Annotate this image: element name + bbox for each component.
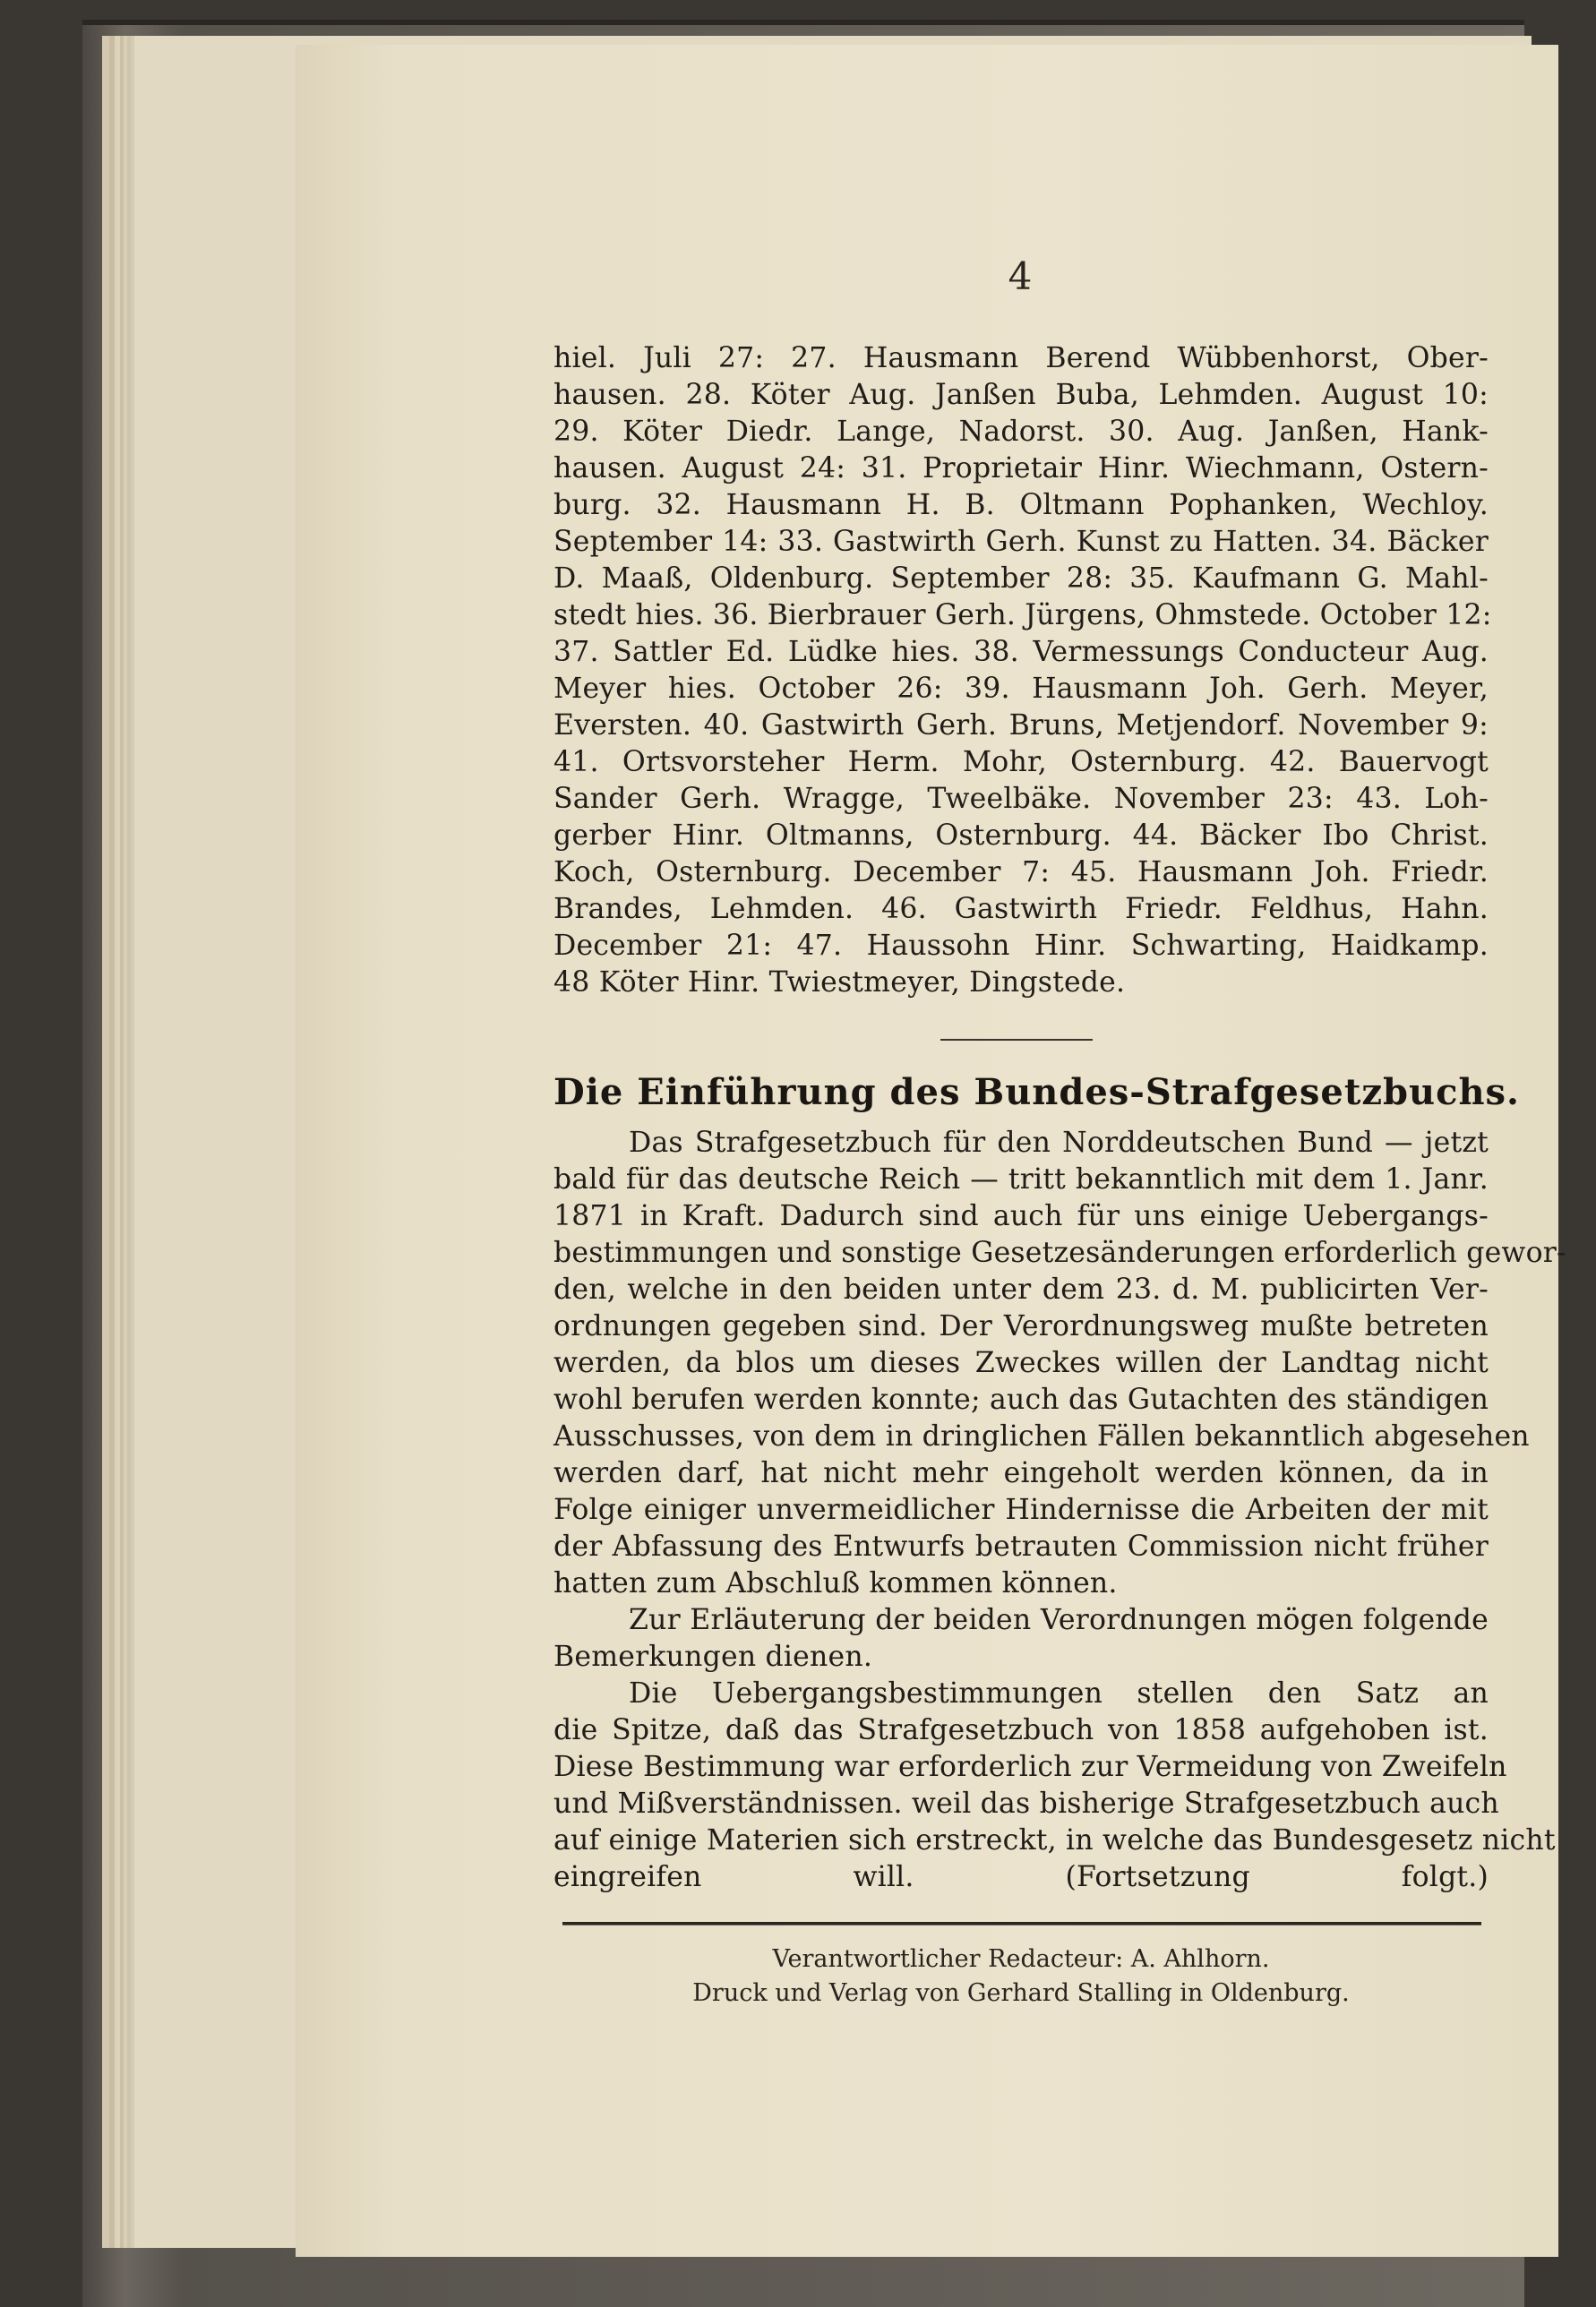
- text-line: wohl berufen werden konnte; auch das Gutachten des ständigen: [553, 1384, 1489, 1416]
- text-line: stedt hies. 36. Bierbrauer Gerh. Jürgens, Ohmstede. October 12:: [553, 599, 1492, 631]
- footer-rule: [562, 1922, 1481, 1925]
- text-line: Folge einiger unvermeidlicher Hindernisse die Arbeiten der mit: [553, 1494, 1489, 1526]
- text-line: auf einige Materien sich erstreckt, in welche das Bundesgesetz nicht: [553, 1824, 1556, 1857]
- text-line: Zur Erläuterung der beiden Verordnungen mögen folgende: [629, 1604, 1489, 1636]
- text-line: eingreifen will. (Fortsetzung folgt.): [553, 1861, 1489, 1893]
- text-line: hausen. 28. Köter Aug. Janßen Buba, Lehmden. August 10:: [553, 379, 1489, 411]
- text-line: hausen. August 24: 31. Proprietair Hinr. Wiechmann, Ostern-: [553, 452, 1489, 485]
- text-line: werden darf, hat nicht mehr eingeholt werden können, da in: [553, 1457, 1489, 1489]
- text-line: hiel. Juli 27: 27. Hausmann Berend Wübbenhorst, Ober-: [553, 342, 1489, 374]
- text-line: hatten zum Abschluß kommen können.: [553, 1567, 1118, 1599]
- text-line: Sander Gerh. Wragge, Tweelbäke. November 23: 43. Loh-: [553, 783, 1489, 815]
- article-body: [553, 1125, 1566, 1896]
- text-line: Brandes, Lehmden. 46. Gastwirth Friedr. Feldhus, Hahn.: [553, 893, 1489, 925]
- text-line: Diese Bestimmung war erforderlich zur Vermeidung von Zweifeln: [553, 1751, 1507, 1783]
- text-line: bestimmungen und sonstige Gesetzesänderungen erforderlich gewor-: [553, 1237, 1566, 1269]
- text-line: und Mißverständnissen. weil das bisherige Strafgesetzbuch auch: [553, 1788, 1499, 1820]
- page-number: 4: [1008, 254, 1033, 298]
- text-line: burg. 32. Hausmann H. B. Oltmann Pophanken, Wechloy.: [553, 489, 1489, 521]
- list-of-names: [553, 340, 1492, 1001]
- text-line: den, welche in den beiden unter dem 23. d. M. publicirten Ver-: [553, 1274, 1489, 1306]
- printer-line: Druck und Verlag von Gerhard Stalling in Oldenburg.: [692, 1979, 1350, 2007]
- text-line: 29. Köter Diedr. Lange, Nadorst. 30. Aug. Janßen, Hank-: [553, 416, 1489, 448]
- text-line: Koch, Osternburg. December 7: 45. Hausmann Joh. Friedr.: [553, 856, 1489, 888]
- text-line: Das Strafgesetzbuch für den Norddeutschen Bund — jetzt: [629, 1127, 1489, 1159]
- text-line: D. Maaß, Oldenburg. September 28: 35. Kaufmann G. Mahl-: [553, 562, 1489, 595]
- text-line: December 21: 47. Haussohn Hinr. Schwarting, Haidkamp.: [553, 930, 1489, 962]
- text-line: die Spitze, daß das Strafgesetzbuch von 1858 aufgehoben ist.: [553, 1714, 1489, 1746]
- text-line: Eversten. 40. Gastwirth Gerh. Bruns, Metjendorf. November 9:: [553, 709, 1489, 742]
- article-heading: Die Einführung des Bundes-Strafgesetzbuchs.: [553, 1071, 1520, 1113]
- section-divider: [940, 1039, 1093, 1041]
- text-line: 41. Ortsvorsteher Herm. Mohr, Osternburg. 42. Bauervogt: [553, 746, 1489, 778]
- text-line: Ausschusses, von dem in dringlichen Fällen bekanntlich abgesehen: [553, 1420, 1530, 1453]
- text-line: bald für das deutsche Reich — tritt bekanntlich mit dem 1. Janr.: [553, 1163, 1489, 1196]
- text-line: 48 Köter Hinr. Twiestmeyer, Dingstede.: [553, 966, 1126, 999]
- text-line: Meyer hies. October 26: 39. Hausmann Joh. Gerh. Meyer,: [553, 673, 1489, 705]
- text-line: 37. Sattler Ed. Lüdke hies. 38. Vermessungs Conducteur Aug.: [553, 636, 1489, 668]
- text-line: Die Uebergangsbestimmungen stellen den Satz an: [629, 1677, 1489, 1710]
- text-line: ordnungen gegeben sind. Der Verordnungsweg mußte betreten: [553, 1310, 1489, 1342]
- text-line: der Abfassung des Entwurfs betrauten Commission nicht früher: [553, 1531, 1489, 1563]
- text-line: September 14: 33. Gastwirth Gerh. Kunst zu Hatten. 34. Bäcker: [553, 526, 1489, 558]
- text-line: werden, da blos um dieses Zweckes willen der Landtag nicht: [553, 1347, 1489, 1379]
- editor-line: Verantwortlicher Redacteur: A. Ahlhorn.: [772, 1945, 1270, 1973]
- text-line: gerber Hinr. Oltmanns, Osternburg. 44. Bäcker Ibo Christ.: [553, 819, 1489, 852]
- text-line: Bemerkungen dienen.: [553, 1641, 873, 1673]
- text-line: 1871 in Kraft. Dadurch sind auch für uns einige Uebergangs-: [553, 1200, 1489, 1232]
